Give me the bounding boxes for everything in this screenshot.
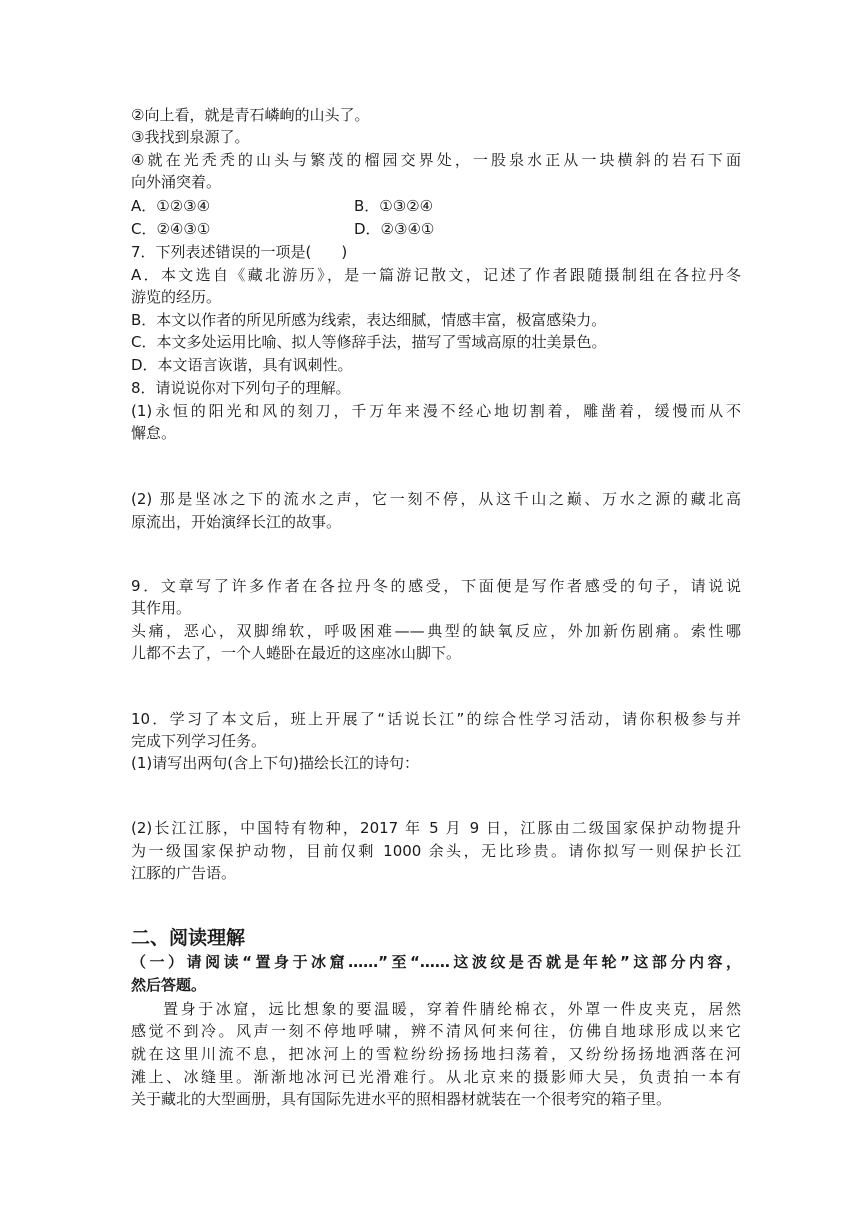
item-4-line2: 向外涌突着。 [131, 173, 222, 191]
q7-option-c: C．本文多处运用比喻、拟人等修辞手法，描写了雪域高原的壮美景色。 [131, 333, 607, 351]
q7-option-d: D．本文语言诙谐，具有讽刺性。 [131, 356, 353, 374]
q8-sentence1-line2: 懈怠。 [131, 424, 177, 442]
q7-stem: 7．下列表述错误的一项是( ) [131, 243, 348, 261]
passage-line4: 滩上、冰缝里。渐渐地冰河已光滑难行。从北京来的摄影师大吴，负责拍一本有 [131, 1068, 741, 1086]
q7-option-a-line1: A．本文选自《藏北游历》，是一篇游记散文，记述了作者跟随摄制组在各拉丹冬 [131, 266, 741, 284]
q7-option-a-line2: 游览的经历。 [131, 288, 222, 306]
section-title: 二、阅读理解 [131, 927, 246, 949]
passage-line1: 置身于冰窟，远比想象的要温暖，穿着件腈纶棉衣，外罩一件皮夹克，居然 [163, 1000, 741, 1018]
q10-task1: (1)请写出两句(含上下句)描绘长江的诗句： [131, 754, 419, 772]
q6-option-d: D．②③④① [354, 220, 435, 238]
q7-option-b: B．本文以作者的所见所感为线索，表达细腻，情感丰富，极富感染力。 [131, 311, 607, 329]
passage-line5: 关于藏北的大型画册，具有国际先进水平的照相器材就装在一个很考究的箱子里。 [131, 1090, 672, 1108]
q6-option-b: B．①③②④ [354, 197, 434, 215]
passage-line2: 感觉不到冷。风声一刻不停地呼啸，辨不清风何来何往，仿佛自地球形成以来它 [131, 1022, 741, 1040]
q6-option-c: C．②④③① [131, 220, 211, 238]
passage-line3: 就在这里川流不息，把冰河上的雪粒纷纷扬扬地扫荡着，又纷纷扬扬地洒落在河 [131, 1045, 741, 1063]
item-2: ②向上看，就是青石嶙峋的山头了。 [131, 106, 370, 124]
reading-instruction-line2: 然后答题。 [131, 976, 207, 994]
q9-quote-line1: 头痛，恶心，双脚绵软，呼吸困难——典型的缺氧反应，外加新伤剧痛。索性哪 [131, 622, 741, 640]
q10-stem-line2: 完成下列学习任务。 [131, 732, 267, 750]
q10-task2-line2: 为一级国家保护动物，目前仅剩 1000 余头，无比珍贵。请你拟写一则保护长江 [131, 842, 741, 860]
q8-stem: 8．请说说你对下列句子的理解。 [131, 379, 351, 397]
item-4-line1: ④就在光秃秃的山头与繁茂的榴园交界处，一股泉水正从一块横斜的岩石下面 [131, 151, 741, 169]
q8-sentence1-line1: (1)永恒的阳光和风的刻刀，千万年来漫不经心地切割着，雕凿着，缓慢而从不 [131, 402, 741, 420]
q9-stem-line2: 其作用。 [131, 599, 192, 617]
q8-sentence2-line2: 原流出，开始演绎长江的故事。 [131, 513, 342, 531]
q10-task2-line3: 江豚的广告语。 [131, 864, 237, 882]
q9-quote-line2: 儿都不去了，一个人蜷卧在最近的这座冰山脚下。 [131, 644, 462, 662]
q9-stem-line1: 9．文章写了许多作者在各拉丹冬的感受，下面便是写作者感受的句子，请说说 [131, 577, 741, 595]
q6-option-a: A．①②③④ [131, 197, 211, 215]
reading-instruction-line1: （一）请阅读“置身于冰窟……”至“……这波纹是否就是年轮”这部分内容， [131, 953, 741, 971]
q10-stem-line1: 10．学习了本文后，班上开展了“话说长江”的综合性学习活动，请你积极参与并 [131, 710, 741, 728]
q10-task2-line1: (2)长江江豚，中国特有物种，2017 年 5 月 9 日，江豚由二级国家保护动物提升 [131, 819, 741, 837]
item-3: ③我找到泉源了。 [131, 128, 250, 146]
q8-sentence2-line1: (2) 那是坚冰之下的流水之声，它一刻不停，从这千山之巅、万水之源的藏北高 [131, 490, 741, 508]
